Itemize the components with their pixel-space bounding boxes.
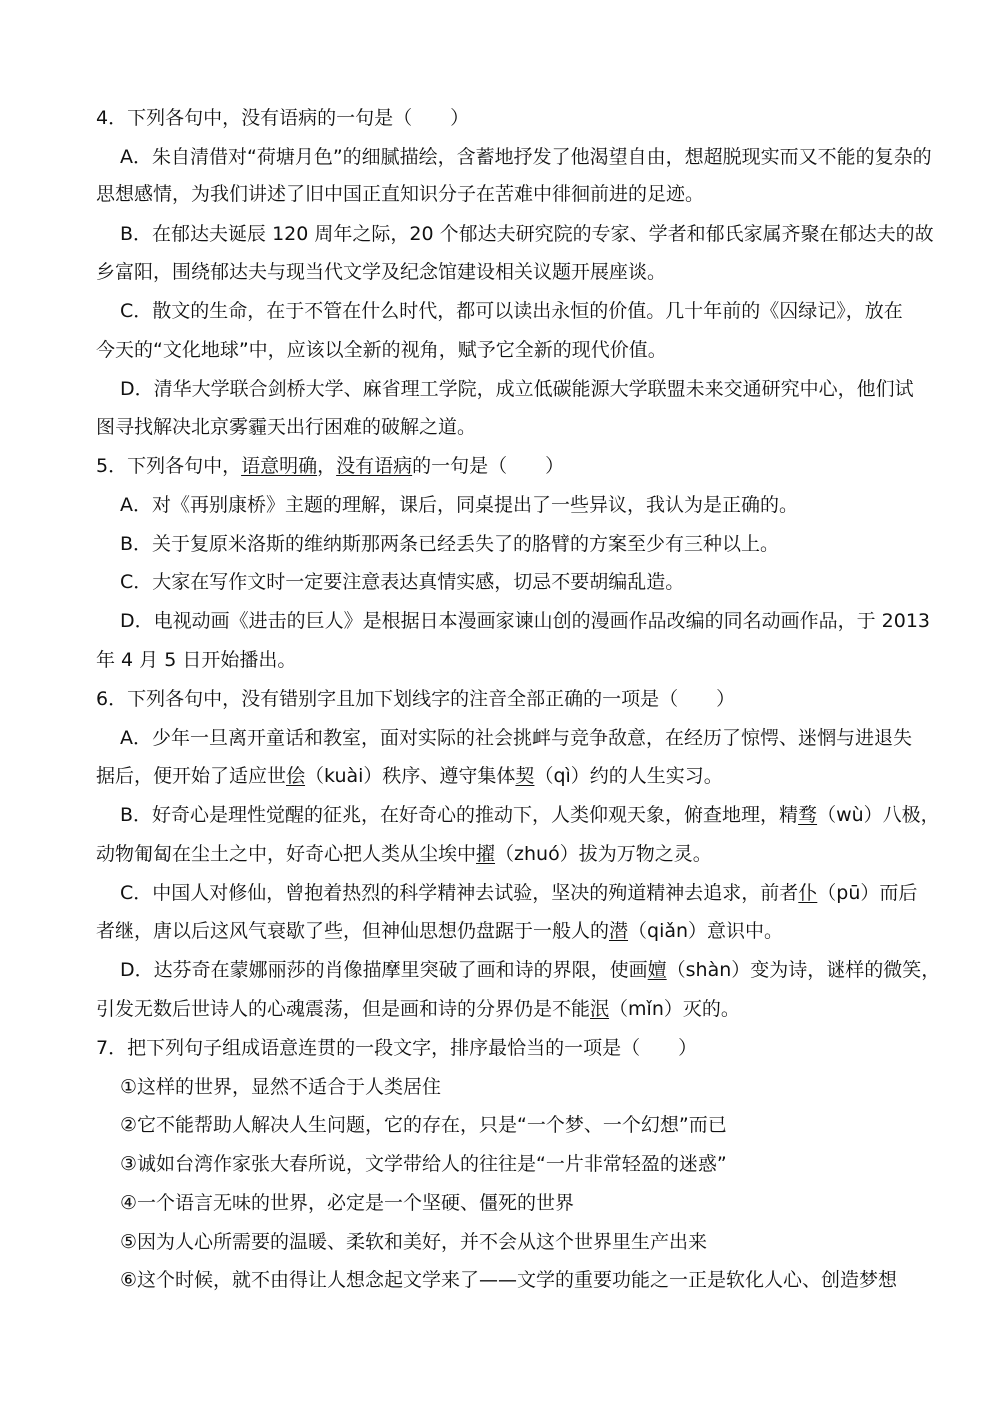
underlined-char: 泯 xyxy=(590,998,610,1020)
q6-option-b-line2 xyxy=(96,841,1000,867)
q4-option-b-line1: B．在郁达夫诞辰 120 周年之际，20 个郁达夫研究院的专家、学者和郁氏家属齐聚在郁达夫的故 xyxy=(120,223,934,245)
q4-option-d-line1: D．清华大学联合剑桥大学、麻省理工学院，成立低碳能源大学联盟未来交通研究中心，他们试 xyxy=(120,378,914,400)
q4-option-c-line1: C．散文的生命，在于不管在什么时代，都可以读出永恒的价值。几十年前的《囚绿记》，放在 xyxy=(120,300,903,322)
q7-sentence-6: ⑥这个时候，就不由得让人想念起文学来了——文学的重要功能之一正是软化人心、创造梦想 xyxy=(120,1269,898,1291)
q5-option-b: B．关于复原米洛斯的维纳斯那两条已经丢失了的胳臂的方案至少有三种以上。 xyxy=(120,533,780,555)
q5-option-a: A．对《再别康桥》主题的理解，课后，同桌提出了一些异议，我认为是正确的。 xyxy=(120,494,798,516)
text-segment: 引发无数后世诗人的心魂震荡，但是画和诗的分界仍是不能 xyxy=(96,998,591,1020)
q7-sentence-5: ⑤因为人心所需要的温暖、柔软和美好，并不会从这个世界里生产出来 xyxy=(120,1231,708,1253)
q7-sentence-1: ①这样的世界，显然不适合于人类居住 xyxy=(120,1076,442,1098)
text-segment: （shàn）变为诗，谜样的微笑， xyxy=(666,959,941,981)
q4-option-a-line1: A．朱自清借对“荷塘月色”的细腻描绘，含蓄地抒发了他渴望自由，想超脱现实而又不能的复杂的 xyxy=(120,146,932,168)
q5-option-d-line2: 年 4 月 5 日开始播出。 xyxy=(96,649,297,671)
q5-option-c: C．大家在写作文时一定要注意表达真情实感，切忌不要胡编乱造。 xyxy=(120,571,685,593)
text-segment: C．中国人对修仙，曾抱着热烈的科学精神去试验，坚决的殉道精神去追求，前者 xyxy=(120,882,799,904)
text-segment: （qì）约的人生实习。 xyxy=(534,765,723,787)
text-segment: （kuài）秩序、遵守集体 xyxy=(305,765,516,787)
q5-stem-underline-1: 语意明确 xyxy=(241,455,318,477)
underlined-char: 潜 xyxy=(609,920,629,942)
q5-stem-part-b: ， xyxy=(317,455,337,477)
q7-sentence-3: ③诚如台湾作家张大春所说，文学带给人的往往是“一片非常轻盈的迷惑” xyxy=(120,1153,727,1175)
q6-option-d-line2 xyxy=(96,996,1000,1022)
q5-option-d-line1: D．电视动画《进击的巨人》是根据日本漫画家谏山创的漫画作品改编的同名动画作品，于 2013 xyxy=(120,610,931,632)
question-5-stem xyxy=(96,453,1000,479)
q4-option-d-line2: 图寻找解决北京雾霾天出行困难的破解之道。 xyxy=(96,416,477,438)
q6-option-b-line1 xyxy=(120,802,1000,828)
q4-option-c-line2: 今天的“文化地球”中，应该以全新的视角，赋予它全新的现代价值。 xyxy=(96,339,667,361)
q6-option-c-line2 xyxy=(96,918,1000,944)
q5-stem-underline-2: 没有语病 xyxy=(336,455,413,477)
text-segment: 动物匍匐在尘土之中，好奇心把人类从尘埃中 xyxy=(96,843,477,865)
question-4-stem: 4．下列各句中，没有语病的一句是（ ） xyxy=(96,107,470,129)
underlined-char: 侩 xyxy=(286,765,306,787)
q4-option-a-line2: 思想感情，为我们讲述了旧中国正直知识分子在苦难中徘徊前进的足迹。 xyxy=(96,183,705,205)
text-segment: （wù）八极， xyxy=(817,804,940,826)
q7-sentence-4: ④一个语言无味的世界，必定是一个坚硬、僵死的世界 xyxy=(120,1192,575,1214)
underlined-char: 擢 xyxy=(476,843,496,865)
q6-option-a-line1: A．少年一旦离开童话和教室，面对实际的社会挑衅与竞争敌意，在经历了惊愕、迷惘与进退失 xyxy=(120,727,913,749)
underlined-char: 嬗 xyxy=(647,959,667,981)
text-segment: 据后，便开始了适应世 xyxy=(96,765,287,787)
question-7-stem: 7．把下列句子组成语意连贯的一段文字，排序最恰当的一项是（ ） xyxy=(96,1037,698,1059)
text-segment: （pū）而后 xyxy=(817,882,918,904)
question-6-stem: 6．下列各句中，没有错别字且加下划线字的注音全部正确的一项是（ ） xyxy=(96,688,736,710)
q5-stem-part-a: 5．下列各句中， xyxy=(96,455,242,477)
q7-sentence-2: ②它不能帮助人解决人生问题，它的存在，只是“一个梦、一个幻想”而已 xyxy=(120,1114,727,1136)
underlined-char: 契 xyxy=(515,765,535,787)
q4-option-b-line2: 乡富阳，围绕郁达夫与现当代文学及纪念馆建设相关议题开展座谈。 xyxy=(96,261,667,283)
underlined-char: 仆 xyxy=(798,882,818,904)
q6-option-d-line1 xyxy=(120,957,1000,983)
underlined-char: 骛 xyxy=(798,804,818,826)
text-segment: D．达芬奇在蒙娜丽莎的肖像描摩里突破了画和诗的界限，使画 xyxy=(120,959,648,981)
text-segment: 者继，唐以后这风气衰歇了些，但神仙思想仍盘踞于一般人的 xyxy=(96,920,610,942)
q5-stem-part-c: 的一句是（ ） xyxy=(412,455,565,477)
q6-option-a-line2 xyxy=(96,763,1000,789)
q6-option-c-line1 xyxy=(120,880,1000,906)
text-segment: （mǐn）灭的。 xyxy=(609,998,740,1020)
text-segment: B．好奇心是理性觉醒的征兆，在好奇心的推动下，人类仰观天象，俯查地理，精 xyxy=(120,804,799,826)
text-segment: （qiǎn）意识中。 xyxy=(628,920,784,942)
text-segment: （zhuó）拔为万物之灵。 xyxy=(495,843,712,865)
